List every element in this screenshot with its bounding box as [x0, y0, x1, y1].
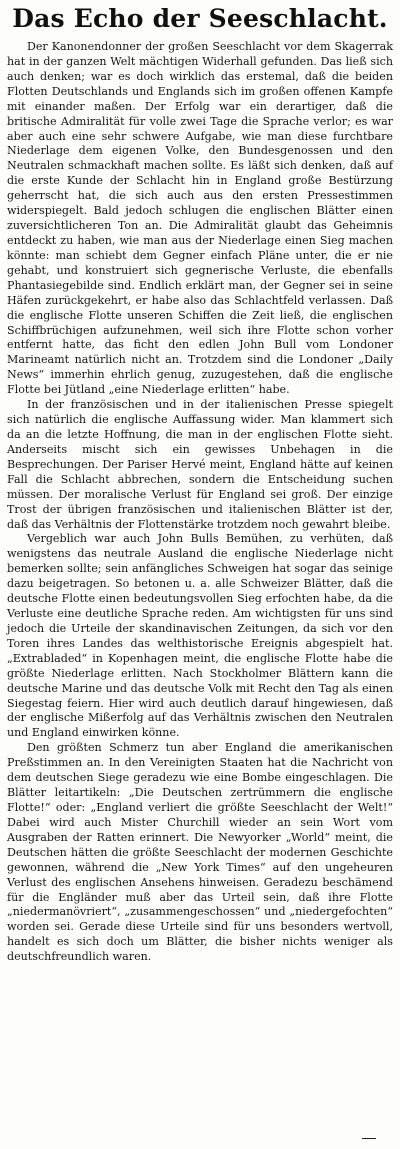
- article-paragraph-3: Vergeblich war auch John Bulls Bemühen, zu verhüten, daß wenigstens das neutrale Ausland die englische Niederlage nicht bemerken sollte; sein anfängliches Schweigen hat sogar das seinige dazu beigetragen. So betonen u. a. alle Schweizer Blätter, daß die deutsche Flotte einen bedeutungsvollen Sieg erfochten habe, da die Verluste eine deutliche Sprache reden. Am wichtigsten für uns sind jedoch die Urteile der skandinavischen Zeitungen, da sich vor den Toren ihres Landes das welthistorische Ereignis abgespielt hat. „Extrabladed“ in Kopenhagen meint, die englische Flotte habe die größte Niederlage erlitten. Nach Stockholmer Blättern kann die deutsche Marine und das deutsche Volk mit Recht den Tag als einen Siegestag feiern. Hier wird auch deutlich darauf hingewiesen, daß der englische Mißerfolg auf das Verhältnis zwischen den Neutralen und England einwirken könne.: [7, 532, 393, 740]
- article-paragraph-4: Den größten Schmerz tun aber England die amerikanischen Preßstimmen an. In den Vereinigten Staaten hat die Nachricht von dem deutschen Siege geradezu wie eine Bombe eingeschlagen. Die Blätter leitartikeln: „Die Deutschen zertrümmern die englische Flotte!“ oder: „England verliert die größte Seeschlacht der Welt!“ Dabei wird auch Mister Churchill wieder an sein Wort vom Ausgraben der Ratten erinnert. Die Newyorker „World“ meint, die Deutschen hätten die größte Seeschlacht der modernen Geschichte gewonnen, während die „New York Times“ auf den ungeheuren Verlust des englischen Ansehens hinweisen. Geradezu beschämend für die Engländer muß aber das Urteil sein, daß ihre Flotte „niedermanövriert“, „zusammengeschossen“ und „niedergefochten“ worden sei. Gerade diese Urteile sind für uns besonders wertvoll, handelt es sich doch um Blätter, die bisher nichts weniger als deutschfreundlich waren.: [7, 741, 393, 964]
- article-paragraph-1: Der Kanonendonner der großen Seeschlacht vor dem Skagerrak hat in der ganzen Welt mächtigen Widerhall gefunden. Das ließ sich auch denken; war es doch wirklich das erstemal, daß die beiden Flotten Deutschlands und Englands sich im großen offenen Kampfe mit einander maßen. Der Erfolg war ein derartiger, daß die britische Admiralität für volle zwei Tage die Sprache verlor; es war aber auch eine sehr schwere Aufgabe, wie man diese furchtbare Niederlage dem eigenen Volke, den Bundesgenossen und den Neutralen schmackhaft machen sollte. Es läßt sich denken, daß auf die erste Kunde der Schlacht hin in England große Bestürzung geherrscht hat, die sich auch aus den ersten Pressestimmen widerspiegelt. Bald jedoch schlugen die englischen Blätter einen zuversichtlicheren Ton an. Die Admiralität glaubt das Geheimnis entdeckt zu haben, wie man aus der Niederlage einen Sieg machen könnte: man schiebt dem Gegner einfach Pläne unter, die er nie gehabt, und konstruiert sich gegnerische Verluste, die ebenfalls Phantasiegebilde sind. Endlich erklärt man, der Gegner sei in seine Häfen zurückgekehrt, er habe also das Schlachtfeld verlassen. Daß die englische Flotte unseren Schiffen die Zeit ließ, die englischen Schiffbrüchigen aufzunehmen, weil sich ihre Flotte schon vorher entfernt hatte, das ficht den edlen John Bull vom Londoner Marineamt natürlich nicht an. Trotzdem sind die Londoner „Daily News“ immerhin ehrlich genug, zuzugestehen, daß die englische Flotte bei Jütland „eine Niederlage erlitten“ habe.: [7, 40, 393, 397]
- article-headline: Das Echo der Seeschlacht.: [12, 4, 388, 33]
- article-paragraph-2: In der französischen und in der italienischen Presse spiegelt sich natürlich die englische Auffassung wider. Man klammert sich da an die letzte Hoffnung, die man in der englischen Flotte sieht. Anderseits mischt sich ein gewisses Unbehagen in die Besprechungen. Der Pariser Hervé meint, England hätte auf keinen Fall die Schlacht abbrechen, sondern die Entscheidung suchen müssen. Der moralische Verlust für England sei groß. Der einzige Trost der übrigen französischen und italienischen Blätter ist der, daß das Verhältnis der Flottenstärke trotzdem noch gewahrt bleibe.: [7, 398, 393, 531]
- article-end-rule: [362, 1138, 376, 1139]
- article-body: [7, 40, 393, 965]
